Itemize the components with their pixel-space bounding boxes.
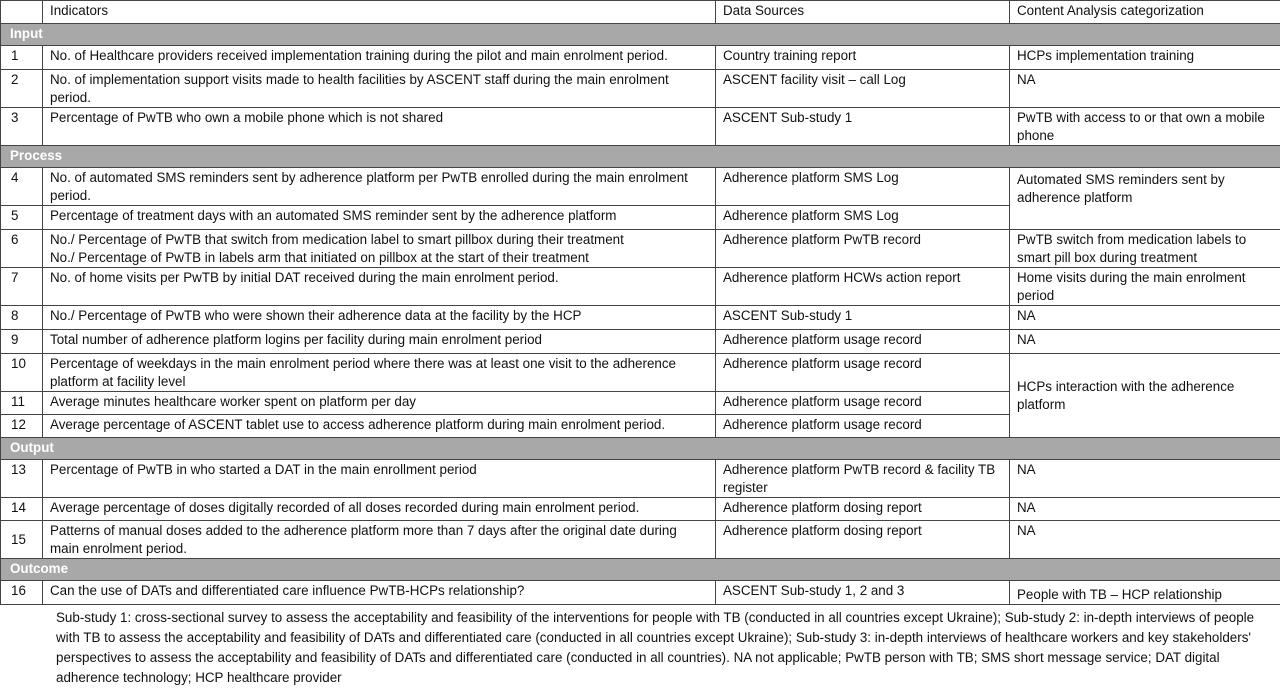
header-indicators: Indicators	[43, 1, 716, 24]
table-row	[1, 306, 1280, 330]
row-number: 1	[1, 46, 43, 70]
row-number: 4	[1, 168, 43, 206]
indicator-cell: No. of Healthcare providers received implementation training during the pilot and main enrolment period.	[43, 46, 716, 70]
row-number: 12	[1, 415, 43, 438]
section-label: Input	[1, 24, 1280, 46]
row-number: 14	[1, 498, 43, 521]
indicator-cell: Patterns of manual doses added to the adherence platform more than 7 days after the original date during main enrolment period.	[43, 521, 716, 559]
indicator-line: No./ Percentage of PwTB that switch from medication label to smart pillbox during their treatment	[50, 231, 709, 249]
indicator-cell: Percentage of weekdays in the main enrolment period where there was at least one visit to the adherence platform at facility level	[43, 354, 716, 392]
source-cell: Adherence platform PwTB record	[716, 230, 1010, 268]
table-footnote: Sub-study 1: cross-sectional survey to assess the acceptability and feasibility of the interventions for people with TB (conducted in all countries except Ukraine); Sub-study 2: in-depth interviews of people with TB to assess the acceptability and feasibility of DATs and differentiated care (conducted in all countries except Ukraine); Sub-study 3: in-depth interviews of healthcare workers and key stakeholders' perspectives to assess the acceptability and feasibility of DATs and differentiated care (conducted in all countries). NA not applicable; PwTB person with TB; SMS short message service; DAT digital adherence technology; HCP healthcare provider	[56, 608, 1256, 688]
table-row	[1, 268, 1280, 306]
row-number: 9	[1, 330, 43, 354]
category-cell: NA	[1010, 460, 1280, 498]
indicator-cell: Total number of adherence platform logins per facility during main enrolment period	[43, 330, 716, 354]
row-number: 11	[1, 392, 43, 415]
source-cell: Adherence platform usage record	[716, 354, 1010, 392]
category-cell: NA	[1010, 70, 1280, 108]
source-cell: ASCENT Sub-study 1	[716, 306, 1010, 330]
indicator-cell: Percentage of PwTB in who started a DAT in the main enrollment period	[43, 460, 716, 498]
header-row	[1, 1, 1280, 24]
table-row	[1, 108, 1280, 146]
indicator-cell: Percentage of treatment days with an automated SMS reminder sent by the adherence platform	[43, 206, 716, 230]
table-row	[1, 498, 1280, 521]
header-data-sources: Data Sources	[716, 1, 1010, 24]
section-label: Output	[1, 438, 1280, 460]
source-cell: ASCENT Sub-study 1	[716, 108, 1010, 146]
indicator-cell: No./ Percentage of PwTB who were shown their adherence data at the facility by the HCP	[43, 306, 716, 330]
indicator-cell: No. of home visits per PwTB by initial DAT received during the main enrolment period.	[43, 268, 716, 306]
indicator-cell: Average minutes healthcare worker spent on platform per day	[43, 392, 716, 415]
category-cell: NA	[1010, 330, 1280, 354]
category-cell: Home visits during the main enrolment period	[1010, 268, 1280, 306]
row-number: 5	[1, 206, 43, 230]
section-row-input	[1, 24, 1280, 46]
table-row	[1, 581, 1280, 605]
source-cell: Adherence platform usage record	[716, 392, 1010, 415]
source-cell: ASCENT Sub-study 1, 2 and 3	[716, 581, 1010, 605]
row-number: 8	[1, 306, 43, 330]
indicator-cell: Can the use of DATs and differentiated care influence PwTB-HCPs relationship?	[43, 581, 716, 605]
category-cell: PwTB switch from medication labels to smart pill box during treatment	[1010, 230, 1280, 268]
header-categorization: Content Analysis categorization	[1010, 1, 1280, 24]
source-cell: Adherence platform dosing report	[716, 498, 1010, 521]
indicator-cell	[43, 230, 716, 268]
source-cell: Country training report	[716, 46, 1010, 70]
indicator-cell: No. of automated SMS reminders sent by adherence platform per PwTB enrolled during the main enrolment period.	[43, 168, 716, 206]
indicator-cell: Percentage of PwTB who own a mobile phone which is not shared	[43, 108, 716, 146]
row-number: 7	[1, 268, 43, 306]
source-cell: Adherence platform usage record	[716, 415, 1010, 438]
source-cell: ASCENT facility visit – call Log	[716, 70, 1010, 108]
category-cell: HCPs implementation training	[1010, 46, 1280, 70]
category-cell: NA	[1010, 521, 1280, 559]
category-cell: PwTB with access to or that own a mobile phone	[1010, 108, 1280, 146]
row-number: 10	[1, 354, 43, 392]
indicator-line: No./ Percentage of PwTB in labels arm that initiated on pillbox at the start of their treatment	[50, 249, 709, 267]
row-number: 16	[1, 581, 43, 605]
category-cell: Automated SMS reminders sent by adherence platform	[1010, 168, 1280, 230]
section-row-process	[1, 146, 1280, 168]
section-label: Process	[1, 146, 1280, 168]
source-cell: Adherence platform HCWs action report	[716, 268, 1010, 306]
table-row	[1, 70, 1280, 108]
source-cell: Adherence platform SMS Log	[716, 206, 1010, 230]
row-number: 15	[1, 521, 43, 559]
row-number: 3	[1, 108, 43, 146]
section-row-output	[1, 438, 1280, 460]
source-cell: Adherence platform PwTB record & facility TB register	[716, 460, 1010, 498]
category-cell: NA	[1010, 306, 1280, 330]
table-row	[1, 330, 1280, 354]
header-number	[1, 1, 43, 24]
row-number: 2	[1, 70, 43, 108]
table-row	[1, 46, 1280, 70]
category-cell: NA	[1010, 498, 1280, 521]
source-cell: Adherence platform usage record	[716, 330, 1010, 354]
indicator-cell: Average percentage of doses digitally recorded of all doses recorded during main enrolment period.	[43, 498, 716, 521]
table-row	[1, 460, 1280, 498]
table-row	[1, 521, 1280, 559]
section-row-outcome	[1, 559, 1280, 581]
indicator-cell: No. of implementation support visits made to health facilities by ASCENT staff during the main enrolment period.	[43, 70, 716, 108]
row-number: 6	[1, 230, 43, 268]
category-cell: HCPs interaction with the adherence platform	[1010, 354, 1280, 438]
table-row	[1, 354, 1280, 392]
category-cell: People with TB – HCP relationship	[1010, 581, 1280, 605]
indicator-cell: Average percentage of ASCENT tablet use to access adherence platform during main enrolment period.	[43, 415, 716, 438]
source-cell: Adherence platform dosing report	[716, 521, 1010, 559]
table-row	[1, 230, 1280, 268]
section-label: Outcome	[1, 559, 1280, 581]
source-cell: Adherence platform SMS Log	[716, 168, 1010, 206]
table-row	[1, 168, 1280, 206]
row-number: 13	[1, 460, 43, 498]
